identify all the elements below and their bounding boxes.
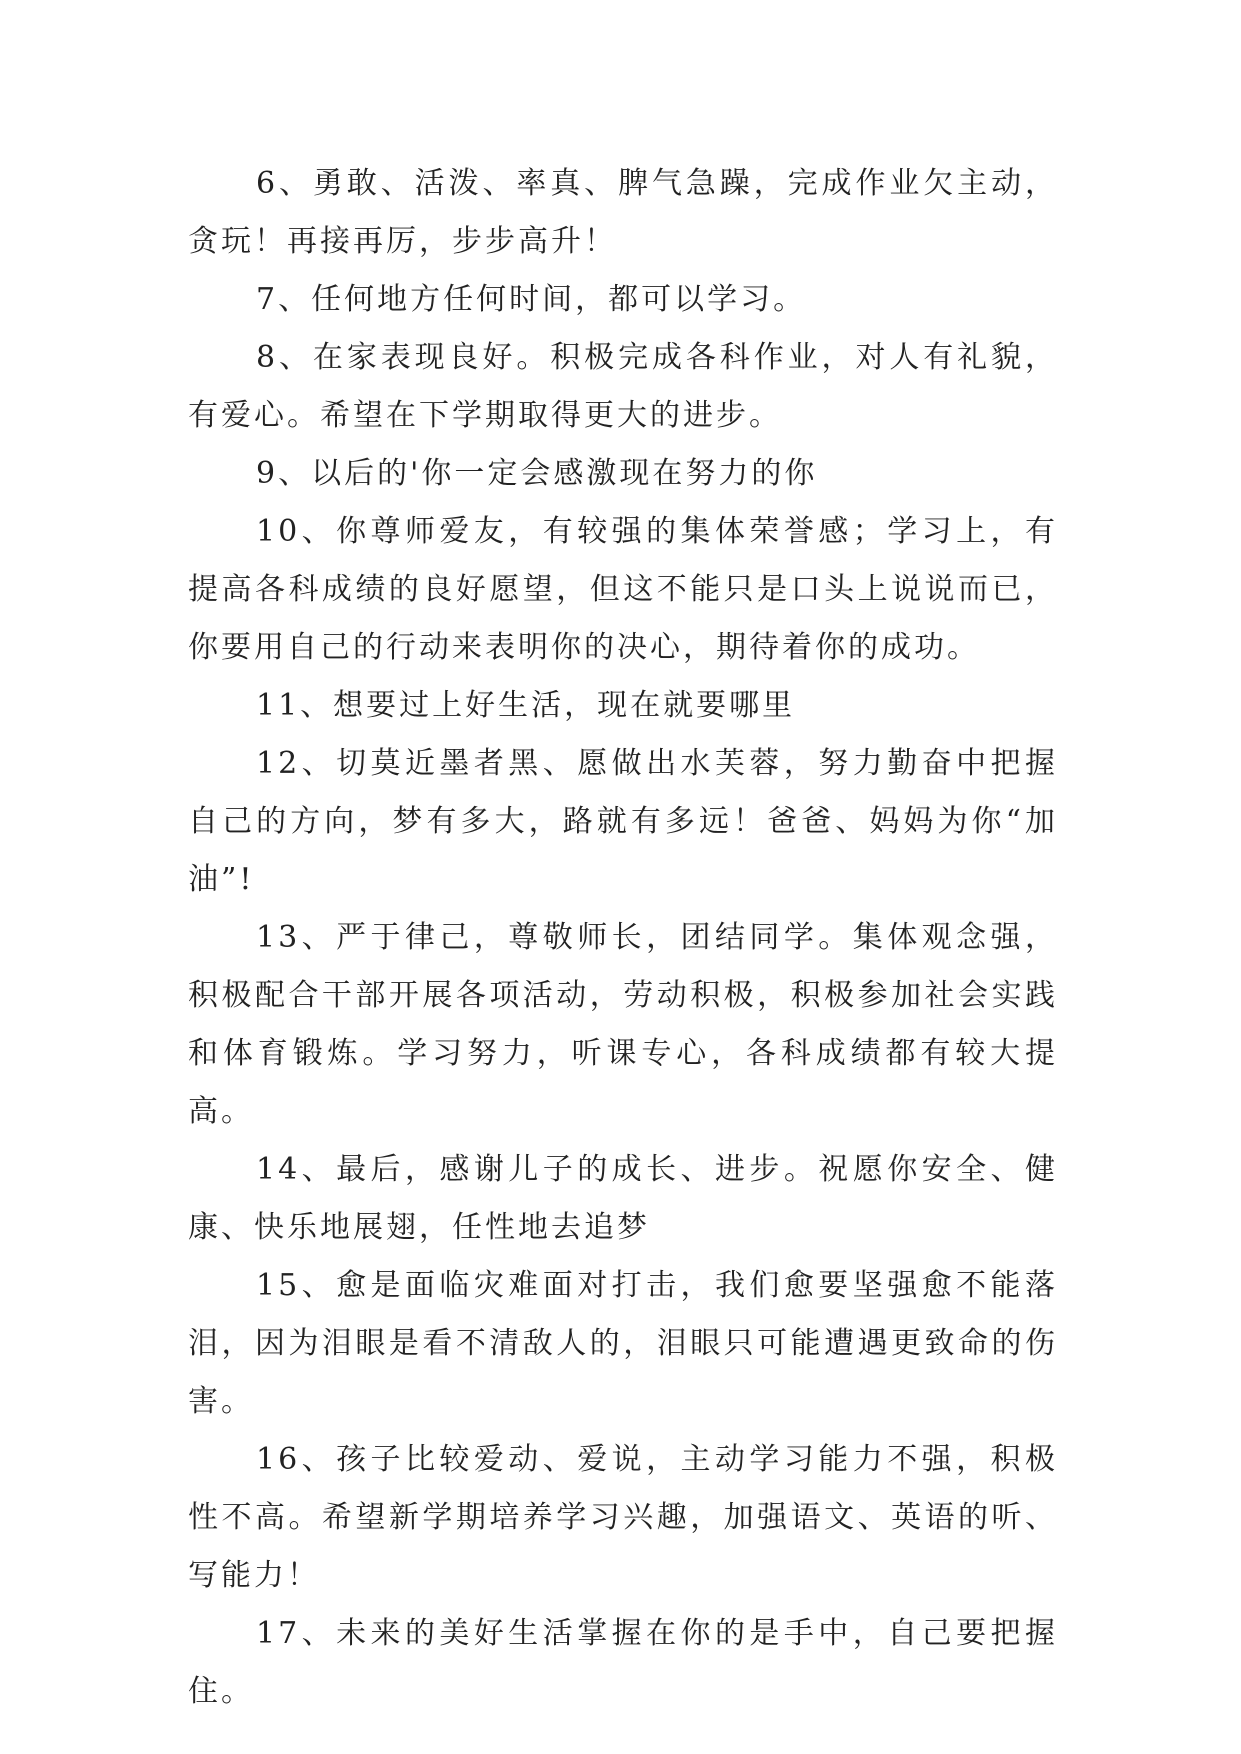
paragraph-12: 12、切莫近墨者黑、愿做出水芙蓉，努力勤奋中把握自己的方向，梦有多大，路就有多远！爸爸、妈妈为你“加油”! (188, 746, 1058, 897)
paragraph-6: 6、勇敢、活泼、率真、脾气急躁，完成作业欠主动，贪玩！再接再厉，步步高升！ (188, 166, 1058, 259)
paragraph-17: 17、未来的美好生活掌握在你的是手中，自己要把握住。 (188, 1616, 1058, 1709)
paragraph-11: 11、想要过上好生活，现在就要哪里 (256, 688, 796, 723)
paragraph-14: 14、最后，感谢儿子的成长、进步。祝愿你安全、健康、快乐地展翅，任性地去追梦 (188, 1152, 1058, 1245)
document-body (188, 155, 1058, 1721)
paragraph-7: 7、任何地方任何时间，都可以学习。 (256, 282, 807, 317)
paragraph-13: 13、严于律己，尊敬师长，团结同学。集体观念强，积极配合干部开展各项活动，劳动积极，积极参加社会实践和体育锻炼。学习努力，听课专心，各科成绩都有较大提高。 (188, 920, 1058, 1129)
paragraph-9: 9、以后的'你一定会感激现在努力的你 (256, 456, 818, 491)
paragraph-10: 10、你尊师爱友，有较强的集体荣誉感；学习上，有提高各科成绩的良好愿望，但这不能只是口头上说说而已，你要用自己的行动来表明你的决心，期待着你的成功。 (188, 514, 1058, 665)
paragraph-15: 15、愈是面临灾难面对打击，我们愈要坚强愈不能落泪，因为泪眼是看不清敌人的，泪眼只可能遭遇更致命的伤害。 (188, 1268, 1058, 1419)
paragraph-16: 16、孩子比较爱动、爱说，主动学习能力不强，积极性不高。希望新学期培养学习兴趣，加强语文、英语的听、写能力！ (188, 1442, 1058, 1593)
paragraph-8: 8、在家表现良好。积极完成各科作业，对人有礼貌，有爱心。希望在下学期取得更大的进步。 (188, 340, 1058, 433)
